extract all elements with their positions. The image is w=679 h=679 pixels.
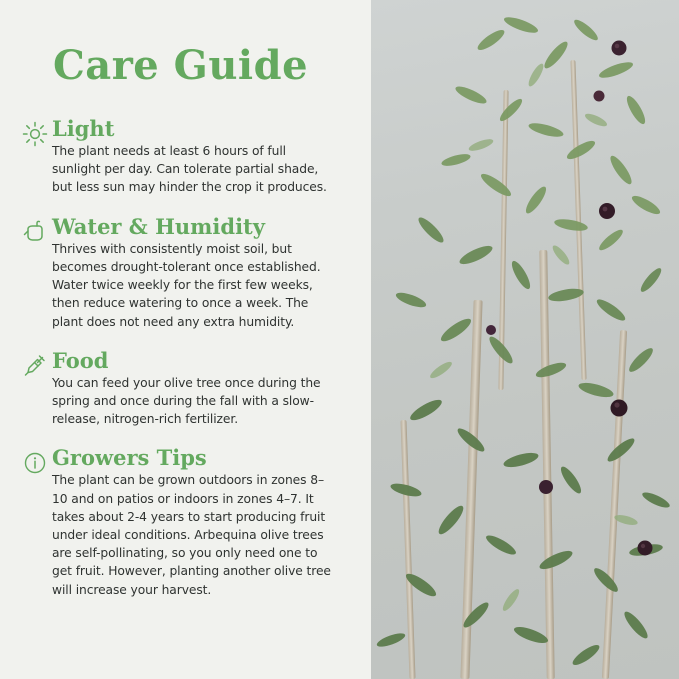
section-light [18, 117, 343, 197]
section-water-title: Water & Humidity [52, 213, 265, 239]
section-growers-tips-body [52, 446, 343, 598]
section-water-text: Thrives with consistently moist soil, but becomes drought-tolerant once established. Water twice weekly for the first few weeks, then reduce watering to once a week. The plant does not need any extra humidity. [52, 241, 321, 329]
section-growers-tips-text: The plant can be grown outdoors in zones 8–10 and on patios or indoors in zones 4–7. It takes about 2-4 years to start producing fruit under ideal conditions. Arbequina olive trees are self-pollinating, so you only need one to get fruit. However, planting another olive tree will increase your harvest. [52, 473, 331, 597]
page-title: Care Guide [52, 42, 309, 89]
section-food-text: You can feed your olive tree once during the spring and once during the fall with a slow-release, nitrogen-rich fertilizer. [52, 375, 321, 427]
section-light-text: The plant needs at least 6 hours of full sunlight per day. Can tolerate partial shade, but less sun may hinder the crop it produces. [52, 144, 327, 195]
section-growers-tips [18, 446, 343, 598]
olive-tree-photo [371, 0, 679, 679]
section-water-body [52, 215, 343, 331]
section-food-title: Food [52, 347, 109, 373]
watering-can-icon [18, 215, 52, 245]
section-water [18, 215, 343, 331]
info-circle-icon [18, 446, 52, 476]
section-food [18, 349, 343, 429]
syringe-fertilizer-icon [18, 349, 52, 379]
sun-icon [18, 117, 52, 147]
section-food-body [52, 349, 343, 429]
section-light-body [52, 117, 343, 197]
section-light-title: Light [52, 116, 115, 141]
section-growers-tips-title: Growers Tips [52, 445, 207, 471]
